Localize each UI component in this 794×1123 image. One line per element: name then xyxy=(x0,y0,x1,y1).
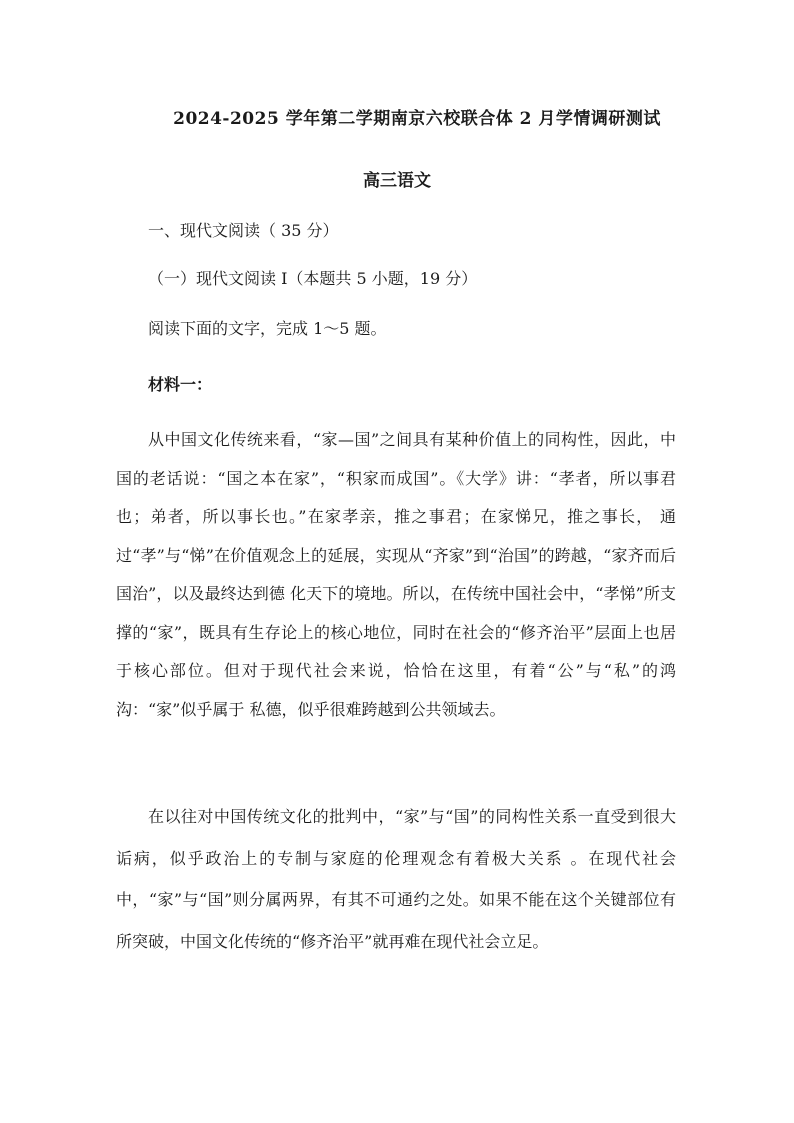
material-label: 材料一： xyxy=(148,375,213,394)
paragraph-1-text: 从中国文化传统来看，“家—国”之间具有某种价值上的同构性，因此，中国的老话说：“国之本在家”，“积家而成国”。《大学》讲：“孝者，所以事君也；弟者，所以事长也。”在家孝亲，推之事君；在家悌兄，推之事长， 通过“孝”与“悌”在价值观念上的延展，实现从“齐家”到“治国”的跨越，“家齐而后国治”，以及最终达到德 化天下的境地。所以，在传统中国社会中，“孝悌”所支撑的“家”，既具有生存论上的核心地位，同时在社会的“修齐治平”层面上也居于核心部位。但对于现代社会来说，恰恰在这里，有着“公”与“私”的鸿沟：“家”似乎属于 私德，似乎很难跨越到公共领域去。 xyxy=(116,430,676,719)
section-heading: 一、现代文阅读（ 35 分） xyxy=(148,221,339,240)
subsection-heading: （一）现代文阅读 I（本题共 5 小题，19 分） xyxy=(148,269,478,288)
document-subtitle: 高三语文 xyxy=(363,171,431,191)
reading-instruction: 阅读下面的文字，完成 1～5 题。 xyxy=(148,319,387,338)
paragraph-2-text: 在以往对中国传统文化的批判中，“家”与“国”的同构性关系一直受到很大诟病，似乎政治上的专制与家庭的伦理观念有着极大关系 。在现代社会中，“家”与“国”则分属两界，有其不可通约之处。如果不能在这个关键部位有所突破，中国文化传统的“修齐治平”就再难在现代社会立足。 xyxy=(116,807,676,951)
paragraph-1 xyxy=(116,421,676,729)
paragraph-2 xyxy=(116,796,676,962)
document-title: 2024-2025 学年第二学期南京六校联合体 2 月学情调研测试 xyxy=(173,109,661,129)
